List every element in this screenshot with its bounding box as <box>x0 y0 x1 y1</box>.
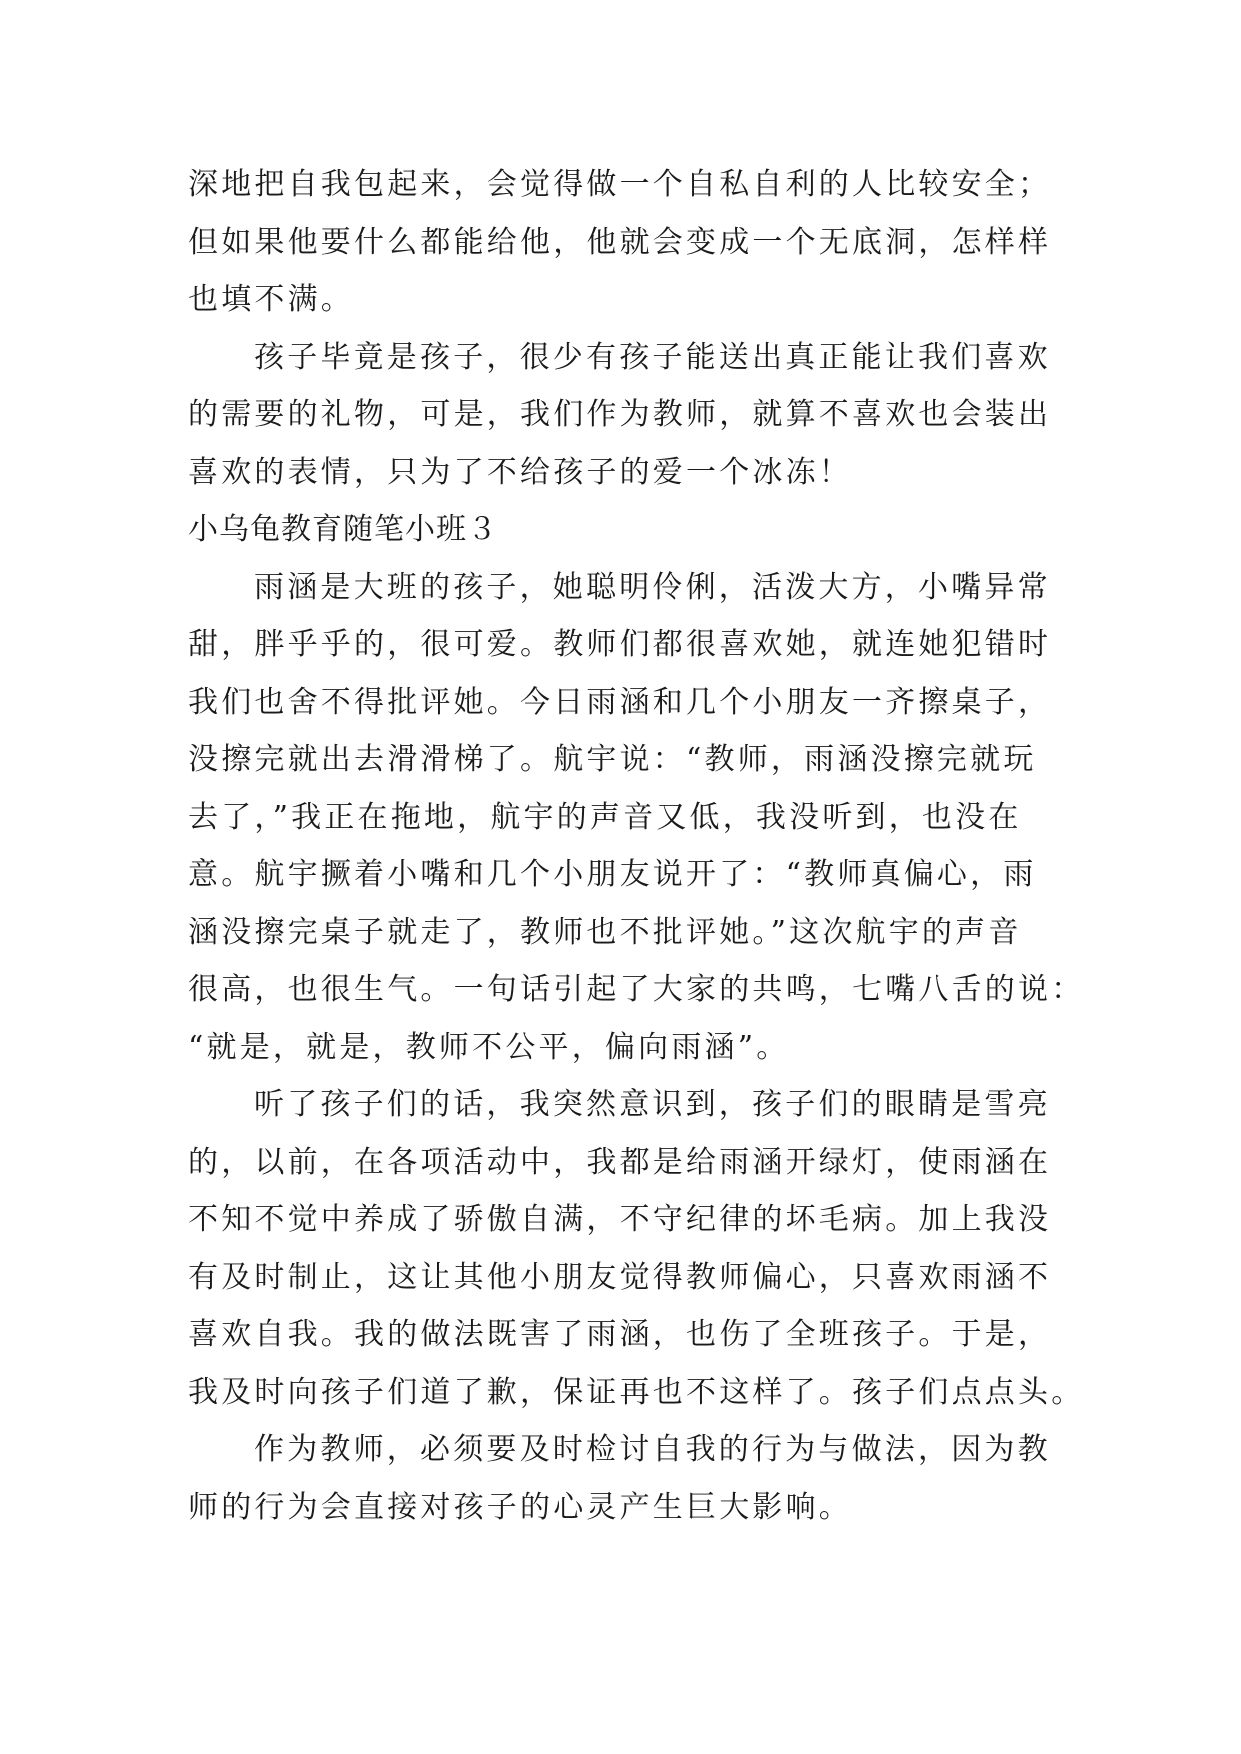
text-line: 我们也舍不得批评她。今日雨涵和几个小朋友一齐擦桌子， <box>188 684 1052 720</box>
text-line: 但如果他要什么都能给他，他就会变成一个无底洞，怎样样 <box>188 224 1052 260</box>
text-line: 的需要的礼物，可是，我们作为教师，就算不喜欢也会装出 <box>188 397 1052 432</box>
text-line: 意。航宇撅着小嘴和几个小朋友说开了：“教师真偏心，雨 <box>188 857 1037 892</box>
text-line: 的，以前，在各项活动中，我都是给雨涵开绿灯，使雨涵在 <box>188 1144 1052 1180</box>
text-line: 有及时制止，这让其他小朋友觉得教师偏心，只喜欢雨涵不 <box>188 1259 1052 1295</box>
text-line: “就是，就是，教师不公平，偏向雨涵”。 <box>188 1029 790 1065</box>
text-line: 喜欢自我。我的做法既害了雨涵，也伤了全班孩子。于是， <box>188 1317 1052 1352</box>
heading-text: 小乌龟教育随笔小班３ <box>188 512 498 547</box>
text-line: 师的行为会直接对孩子的心灵产生巨大影响。 <box>188 1489 852 1525</box>
paragraph <box>188 1421 1053 1536</box>
text-line: 听了孩子们的话，我突然意识到，孩子们的眼睛是雪亮 <box>254 1087 1051 1122</box>
text-line: 没擦完就出去滑滑梯了。航宇说：“教师，雨涵没擦完就玩 <box>188 742 1037 777</box>
paragraph <box>188 329 1053 502</box>
text-line: 喜欢的表情，只为了不给孩子的爱一个冰冻！ <box>188 454 852 490</box>
paragraph <box>188 559 1085 1077</box>
document-body <box>188 156 1085 1536</box>
text-line: 涵没擦完桌子就走了，教师也不批评她。”这次航宇的声音 <box>188 914 1022 950</box>
text-line: 也填不满。 <box>188 282 354 317</box>
text-line: 深地把自我包起来，会觉得做一个自私自利的人比较安全； <box>188 167 1052 202</box>
text-line: 去了，”我正在拖地，航宇的声音又低，我没听到，也没在 <box>188 799 1022 835</box>
text-line: 甜，胖乎乎的，很可爱。教师们都很喜欢她，就连她犯错时 <box>188 627 1052 662</box>
text-line: 孩子毕竟是孩子，很少有孩子能送出真正能让我们喜欢 <box>254 339 1051 375</box>
text-line: 我及时向孩子们道了歉，保证再也不这样了。孩子们点点头。 <box>188 1374 1085 1410</box>
section-heading <box>188 501 1053 559</box>
paragraph-continued <box>188 156 1053 329</box>
text-line: 作为教师，必须要及时检讨自我的行为与做法，因为教 <box>254 1432 1051 1467</box>
text-line: 雨涵是大班的孩子，她聪明伶俐，活泼大方，小嘴异常 <box>254 569 1051 605</box>
text-line: 很高，也很生气。一句话引起了大家的共鸣，七嘴八舌的说： <box>188 972 1085 1007</box>
text-line: 不知不觉中养成了骄傲自满，不守纪律的坏毛病。加上我没 <box>188 1202 1052 1237</box>
paragraph <box>188 1076 1085 1421</box>
